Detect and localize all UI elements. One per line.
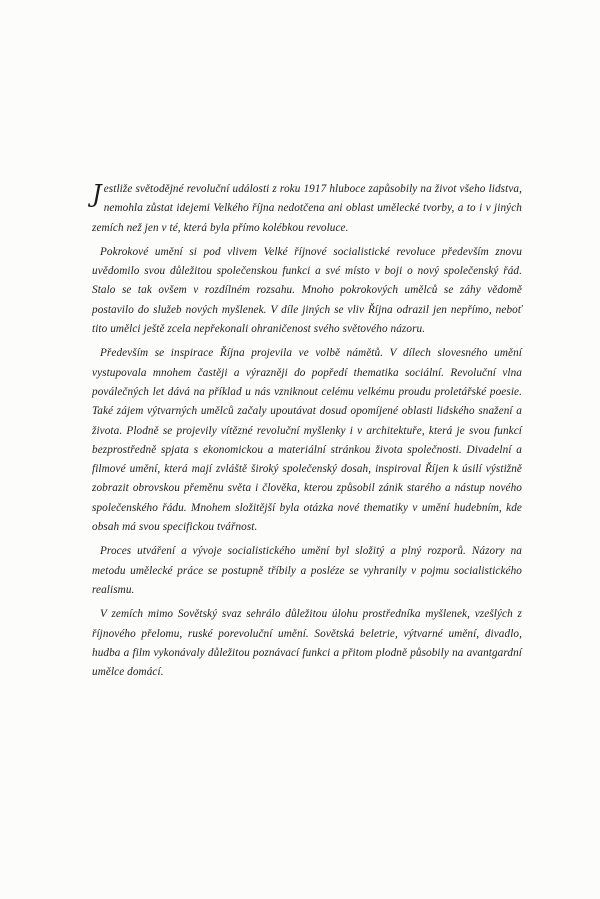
paragraph-5: V zemích mimo Sovětský svaz sehrálo důležitou úlohu prostředníka myšlenek, vzešlých z říjnového přelomu, ruské porevoluční umění. Sovětská beletrie, výtvarné umění, divadlo, hudba a film vykonávaly důležitou poznávací funkci a přitom plodně působily na avantgardní umělce domácí. (92, 608, 522, 679)
paragraph-2: Pokrokové umění si pod vlivem Velké říjnové socialistické revoluce především znovu uvědomilo svou důležitou společenskou funkci a své místo v boji o nový společenský řád. Stalo se tak ovšem v rozdílném rozsahu. Mnoho pokrokových umělců se záhy vědomě postavilo do služeb nových myšlenek. V díle jiných se vliv Října odrazil jen nepřímo, neboť tito umělci ještě zcela nepřekonali ohraničenost svého světového názoru. (92, 245, 522, 336)
paragraph-4: Proces utváření a vývoje socialistického umění byl složitý a plný rozporů. Názory na metodu umělecké práce se postupně tříbily a posléze se vyhranily v pojmu socialistického realismu. (92, 545, 522, 596)
paragraph-1 (92, 180, 522, 238)
drop-cap: J (92, 180, 102, 208)
paragraph-1-text: estliže světodějné revoluční události z roku 1917 hluboce zapůsobily na život všeho lidstva, nemohla zůstat idejemi Velkého října nedotčena ani oblast umělecké tvorby, a to i v jiných zemích než jen v té, která byla přímo kolébkou revoluce. (92, 183, 522, 234)
paragraph-3: Především se inspirace Října projevila ve volbě námětů. V dílech slovesného umění vystupovala mnohem častěji a výrazněji do popředí thematika sociální. Revoluční vlna poválečných let dává na příklad u nás vzniknout celému velkému proudu proletářské poesie. Také zájem výtvarných umělců začaly upoutávat dosud opomíjené oblasti lidského snažení a života. Plodně se projevily vítězné revoluční myšlenky i v architektuře, která je svou funkcí bezprostředně spjata s ekonomickou a materiální stránkou života společnosti. Divadelní a filmové umění, která mají zvláště široký společenský dosah, inspiroval Říjen k úsilí výstižně zobrazit obrovskou přeměnu světa i člověka, kterou způsobil zánik starého a nástup nového společenského řádu. Mnohem složitější byla otázka nové thematiky v umění hudebním, kde obsah má svou specifickou tvářnost. (92, 347, 522, 534)
article-text (92, 180, 522, 687)
